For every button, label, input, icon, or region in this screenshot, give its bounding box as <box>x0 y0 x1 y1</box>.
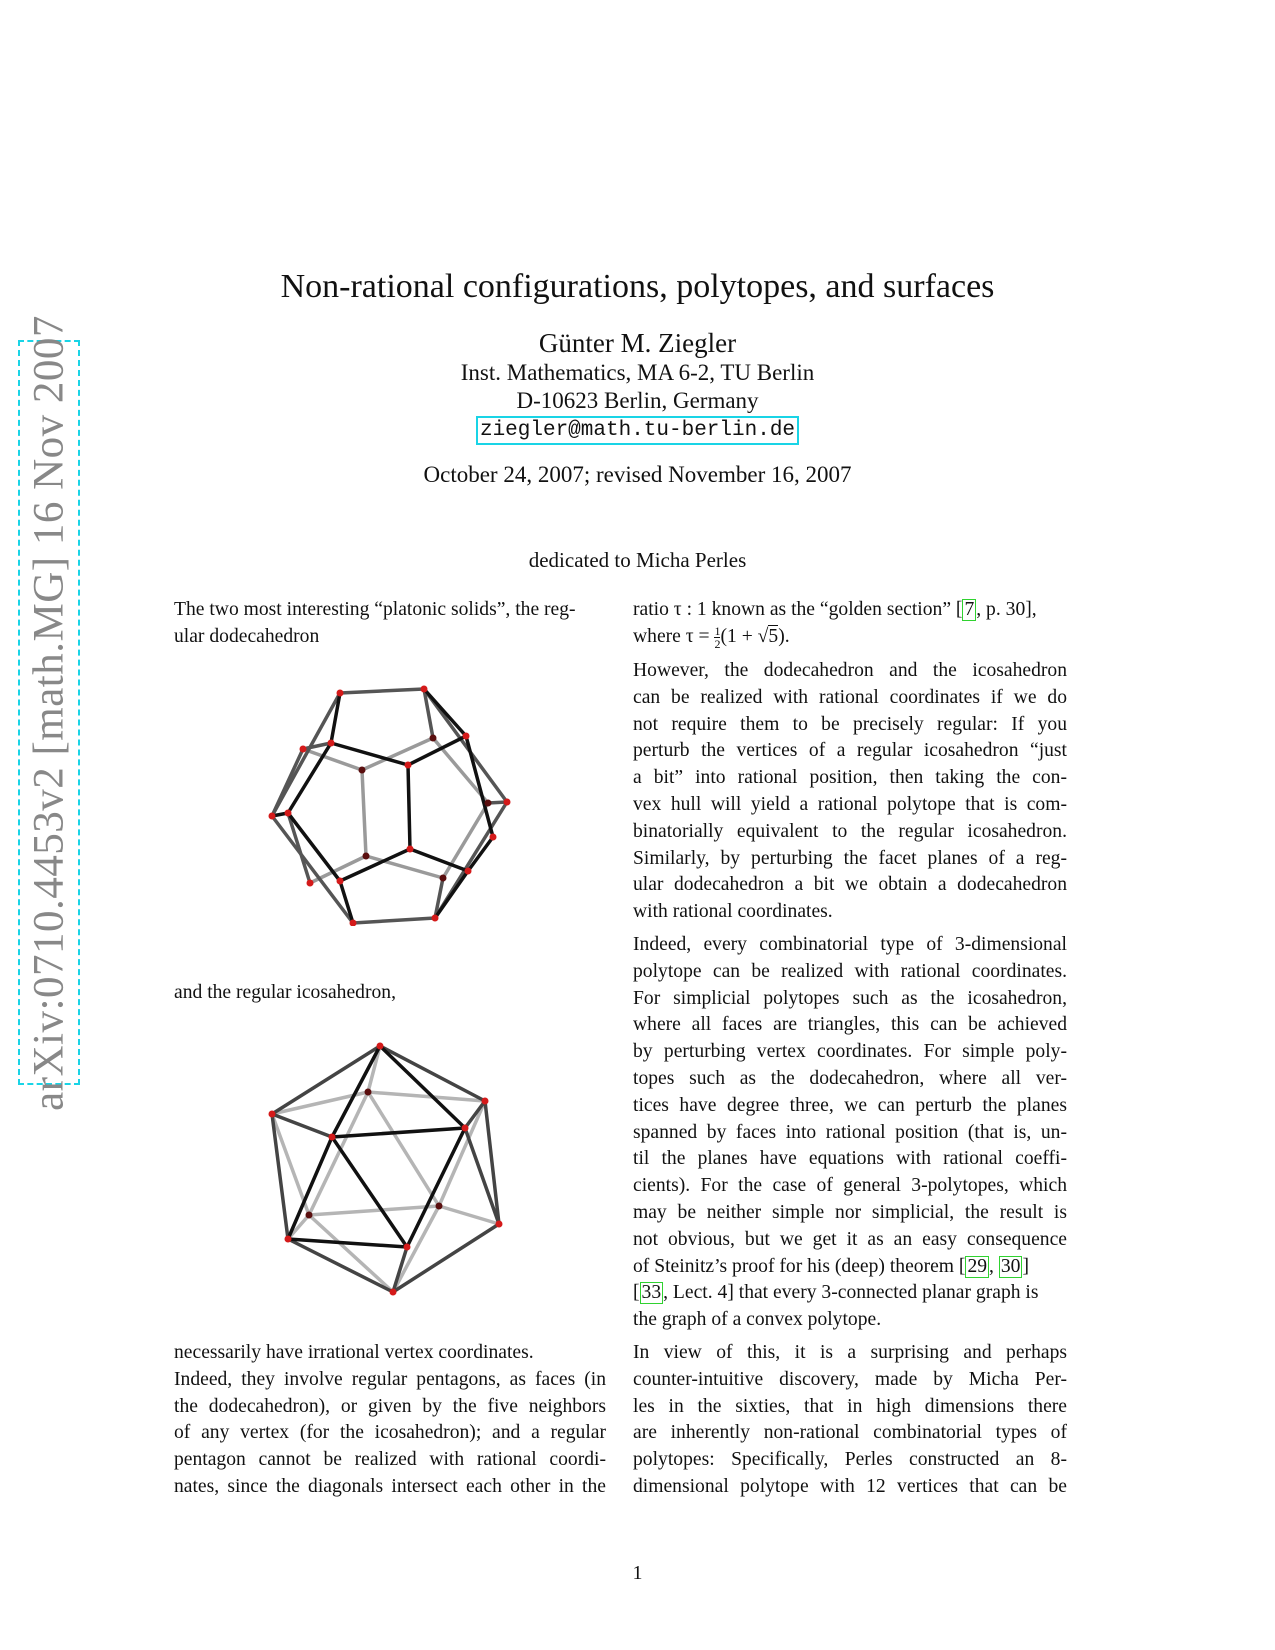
text-line: pentagon cannot be realized with rational coordi- <box>174 1449 606 1471</box>
text-span: ). <box>778 625 790 647</box>
email-container <box>0 416 1275 445</box>
golden-section-paragraph <box>633 597 1067 651</box>
text-line: and the regular icosahedron, <box>174 982 396 1003</box>
text-line: by perturbing vertex coordinates. For simple poly- <box>633 1041 1067 1063</box>
text-line: vex hull will yield a rational polytope that is com- <box>633 793 1067 815</box>
intro-paragraph <box>174 597 606 651</box>
text-line: counter-intuitive discovery, made by Micha Per- <box>633 1368 1067 1390</box>
text-line <box>633 624 1067 651</box>
text-line: where all faces are triangles, this can be achieved <box>633 1014 1067 1036</box>
affiliation: Inst. Mathematics, MA 6-2, TU Berlin <box>460 360 815 385</box>
text-span: where τ = <box>633 625 715 647</box>
text-line: a bit” into rational position, then taking the con- <box>633 767 1067 789</box>
text-span: ratio τ : 1 known as the “golden section” [ <box>633 599 963 620</box>
text-line: not require them to be precisely regular: If you <box>633 713 1067 735</box>
arxiv-stamp[interactable] <box>18 314 80 1111</box>
dedication: dedicated to Micha Perles <box>528 548 747 572</box>
text-line: of any vertex (for the icosahedron); and a regular <box>174 1422 606 1444</box>
text-line: However, the dodecahedron and the icosahedron <box>633 660 1067 681</box>
text-line: Similarly, by perturbing the facet planes of a reg- <box>633 847 1067 869</box>
rational-coords-paragraph <box>633 658 1067 926</box>
text-line: cients). For the case of general 3-polytopes, which <box>633 1175 1067 1197</box>
text-line: ular dodecahedron <box>174 625 320 647</box>
paper-title: Non-rational configurations, polytopes, and surfaces <box>280 268 995 305</box>
text-line: with rational coordinates. <box>633 901 833 923</box>
text-line: are inherently non-rational combinatorial types of <box>633 1422 1067 1444</box>
text-span: , Lect. 4] that every 3-connected planar graph is <box>663 1282 1039 1304</box>
fraction-denominator: 2 <box>714 636 721 651</box>
text-line: the graph of a convex polytope. <box>633 1309 882 1331</box>
email-link[interactable]: ziegler@math.tu-berlin.de <box>476 416 799 445</box>
text-span: (1 + √ <box>720 625 769 647</box>
text-span: , p. 30], <box>976 599 1037 620</box>
perles-paragraph <box>633 1340 1067 1501</box>
text-line: may be neither simple nor simplicial, the result is <box>633 1201 1067 1223</box>
text-line: the dodecahedron), or given by the five neighbors <box>174 1395 606 1417</box>
text-line: The two most interesting “platonic solids”, the reg- <box>174 599 576 620</box>
text-line: binatorially equivalent to the regular icosahedron. <box>633 820 1067 842</box>
address: D-10623 Berlin, Germany <box>516 388 759 413</box>
paper-date: October 24, 2007; revised November 16, 2007 <box>423 462 852 487</box>
text-span: of Steinitz’s proof for his (deep) theorem [ <box>633 1255 966 1277</box>
citation-link[interactable]: 7 <box>964 599 975 620</box>
text-line: til the planes have equations with rational coeffi- <box>633 1148 1067 1170</box>
text-line: spanned by faces into rational position (that is, un- <box>633 1121 1067 1143</box>
citation-link[interactable]: 30 <box>1000 1255 1021 1277</box>
citation-link[interactable]: 29 <box>967 1255 988 1277</box>
text-line: polytopes: Specifically, Perles constructed an 8- <box>633 1449 1067 1471</box>
text-line: polytope can be realized with rational coordinates. <box>633 960 1067 982</box>
fraction-numerator: 1 <box>714 623 721 638</box>
arxiv-id: arXiv:0710.4453v2 [math.MG] 16 Nov 2007 <box>25 314 73 1111</box>
text-line: dimensional polytope with 12 vertices that can be <box>633 1475 1067 1497</box>
text-line: nates, since the diagonals intersect each other in the <box>174 1475 606 1497</box>
text-line <box>633 597 1067 624</box>
text-line: perturb the vertices of a regular icosahedron “just <box>633 740 1067 762</box>
text-line: Indeed, every combinatorial type of 3-dimensional <box>633 934 1067 955</box>
text-line: In view of this, it is a surprising and perhaps <box>633 1342 1067 1363</box>
icosahedron-figure <box>262 1040 510 1300</box>
dodecahedron-figure <box>258 683 516 926</box>
text-line: Indeed, they involve regular pentagons, as faces (in <box>174 1368 606 1390</box>
page-number: 1 <box>632 1562 643 1584</box>
icosahedron-intro <box>174 980 606 1007</box>
text-line: For simplicial polytopes such as the icosahedron, <box>633 987 1067 1009</box>
text-line: les in the sixties, that in high dimensions there <box>633 1395 1067 1417</box>
text-line: not obvious, but we get it as an easy consequence <box>633 1228 1067 1250</box>
text-line: necessarily have irrational vertex coordinates. <box>174 1342 534 1363</box>
text-line: topes such as the dodecahedron, where all ver- <box>633 1067 1067 1089</box>
irrational-paragraph <box>174 1340 606 1501</box>
text-line: can be realized with rational coordinates if we do <box>633 686 1067 708</box>
text-line: [ 33 , Lect. 4] that every 3-connected planar graph is <box>633 1282 1039 1304</box>
citation-link[interactable]: 33 <box>641 1282 662 1304</box>
steinitz-paragraph <box>633 932 1067 1334</box>
text-line: tices have degree three, we can perturb the planes <box>633 1094 1067 1116</box>
author-name: Günter M. Ziegler <box>538 328 737 358</box>
text-line: of Steinitz’s proof for his (deep) theorem [ 29 , 30 ] <box>633 1255 1029 1277</box>
sqrt-argument: 5 <box>768 625 779 647</box>
text-line: ular dodecahedron a bit we obtain a dodecahedron <box>633 874 1067 896</box>
